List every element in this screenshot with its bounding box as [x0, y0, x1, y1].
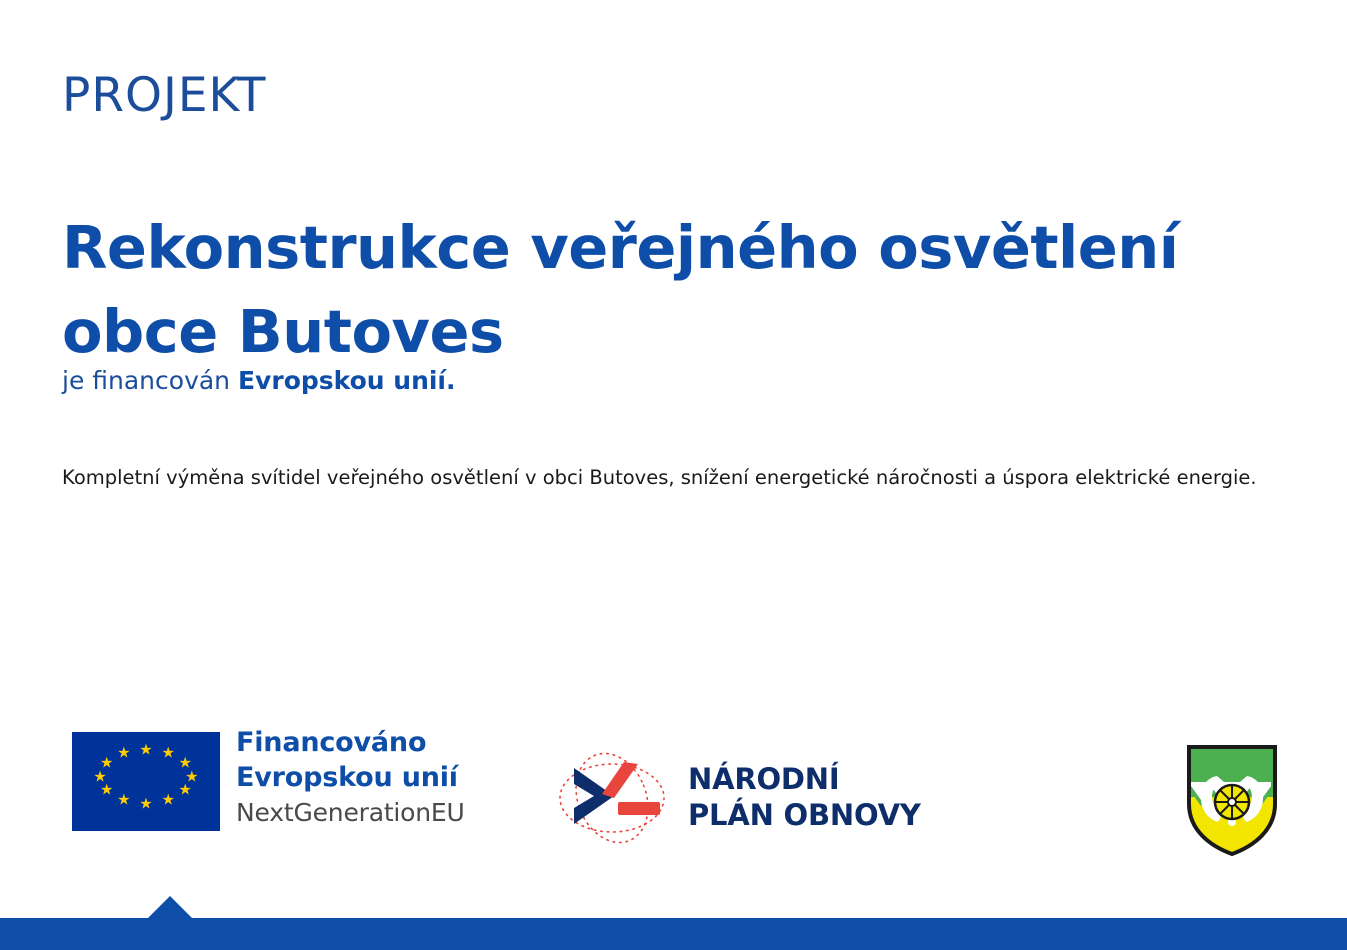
eu-logo-text: [236, 726, 465, 830]
eu-star-icon: ★: [161, 743, 175, 762]
eu-star-icon: ★: [178, 753, 192, 772]
logo-row: [0, 727, 1347, 880]
financed-by-line: [62, 366, 456, 395]
eu-star-icon: ★: [161, 790, 175, 809]
eu-funding-logo: [72, 727, 465, 831]
eu-star-icon: ★: [139, 740, 153, 759]
page-kicker: PROJEKT: [62, 68, 267, 123]
eu-star-icon: ★: [93, 767, 107, 786]
eu-star-icon: ★: [117, 743, 131, 762]
npo-logo-line2: PLÁN OBNOVY: [688, 798, 921, 832]
eu-star-icon: ★: [139, 794, 153, 813]
bottom-bar: [0, 918, 1347, 950]
eu-logo-line2: Evropskou unií: [236, 761, 458, 793]
coat-of-arms-icon: [1184, 742, 1280, 858]
national-recovery-plan-logo: [552, 746, 921, 850]
eu-star-icon: ★: [185, 767, 199, 786]
eu-logo-line3: NextGenerationEU: [236, 798, 465, 828]
eu-star-icon: ★: [117, 790, 131, 809]
eu-star-icon: ★: [178, 780, 192, 799]
page-title: Rekonstrukce veřejného osvětlení obce Butoves: [62, 212, 1179, 367]
financed-by-prefix: je financován: [62, 366, 238, 395]
npo-logo-line1: NÁRODNÍ: [688, 762, 840, 797]
npo-mark-icon: [552, 746, 680, 850]
financed-by-strong: Evropskou unií.: [237, 366, 456, 395]
project-description: Kompletní výměna svítidel veřejného osvětlení v obci Butoves, snížení energetické náročnosti a úspora elektrické energie.: [62, 465, 1257, 489]
eu-star-icon: ★: [100, 780, 114, 799]
eu-flag-icon: [72, 732, 220, 831]
bottom-bar-notch: [148, 896, 192, 918]
eu-star-icon: ★: [100, 753, 114, 772]
npo-logo-text: [688, 762, 921, 834]
eu-logo-line1: Financováno: [236, 727, 427, 758]
